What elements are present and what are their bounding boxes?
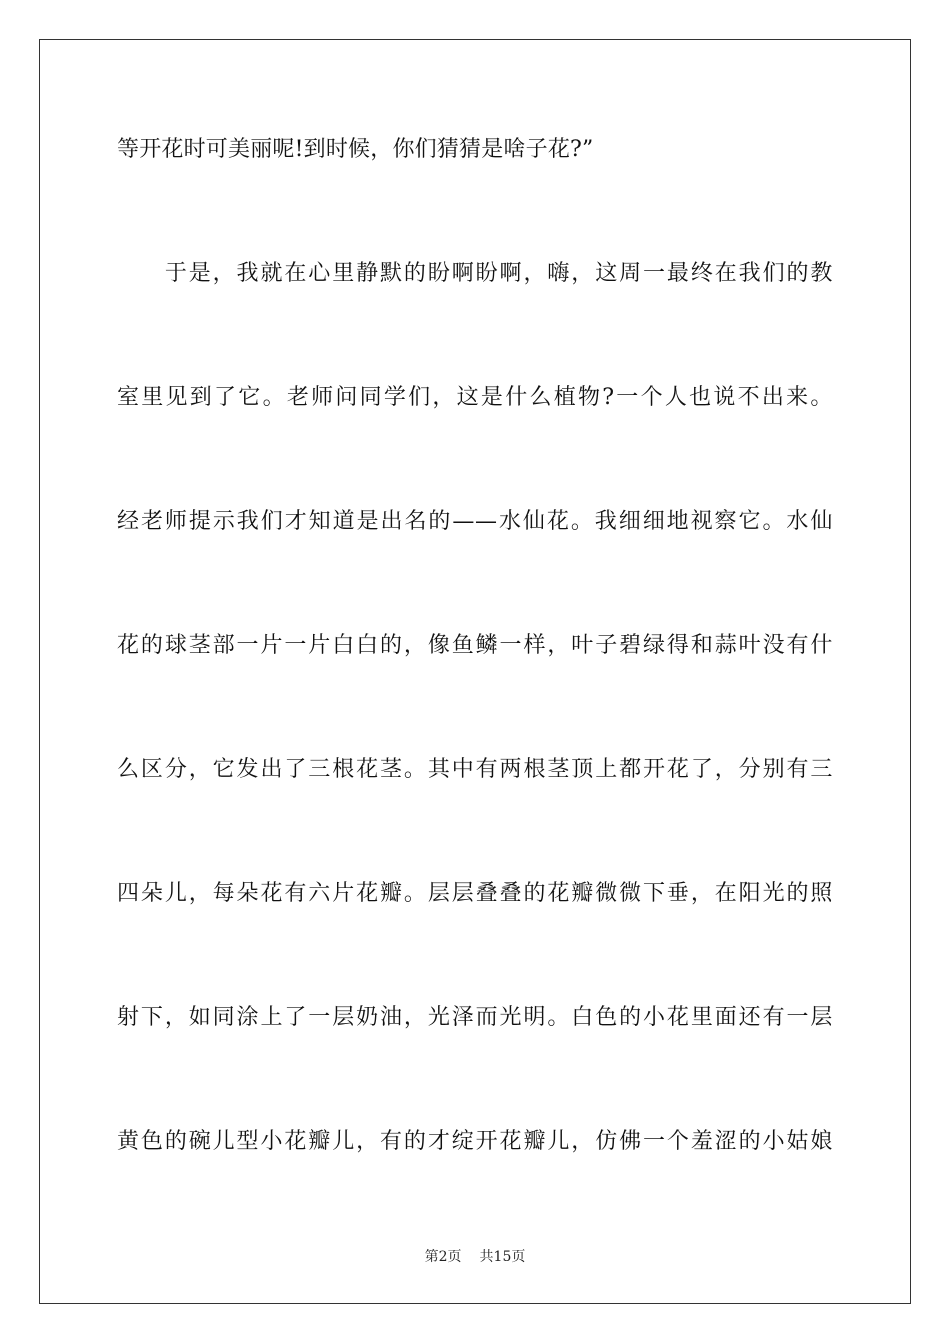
text-line: 黄色的碗儿型小花瓣儿，有的才绽开花瓣儿，仿佛一个羞涩的小姑娘	[117, 1129, 833, 1154]
page-number: 第2页	[424, 1249, 462, 1265]
text-line: 么区分，它发出了三根花茎。其中有两根茎顶上都开花了，分别有三	[117, 757, 833, 782]
text-line: 于是，我就在心里静默的盼啊盼啊，嗨，这周一最终在我们的教	[117, 261, 833, 286]
text-line: 花的球茎部一片一片白白的，像鱼鳞一样，叶子碧绿得和蒜叶没有什	[117, 633, 833, 658]
total-pages: 共15页	[479, 1249, 526, 1265]
text-line: 四朵儿，每朵花有六片花瓣。层层叠叠的花瓣微微下垂，在阳光的照	[117, 881, 833, 906]
page-footer	[0, 1248, 950, 1266]
text-line: 等开花时可美丽呢!到时候，你们猜猜是啥子花?”	[117, 137, 594, 162]
text-line: 室里见到了它。老师问同学们，这是什么植物?一个人也说不出来。	[117, 385, 833, 410]
text-line: 射下，如同涂上了一层奶油，光泽而光明。白色的小花里面还有一层	[117, 1005, 833, 1030]
page-frame	[39, 39, 911, 1304]
text-line: 经老师提示我们才知道是出名的——水仙花。我细细地视察它。水仙	[117, 509, 833, 534]
